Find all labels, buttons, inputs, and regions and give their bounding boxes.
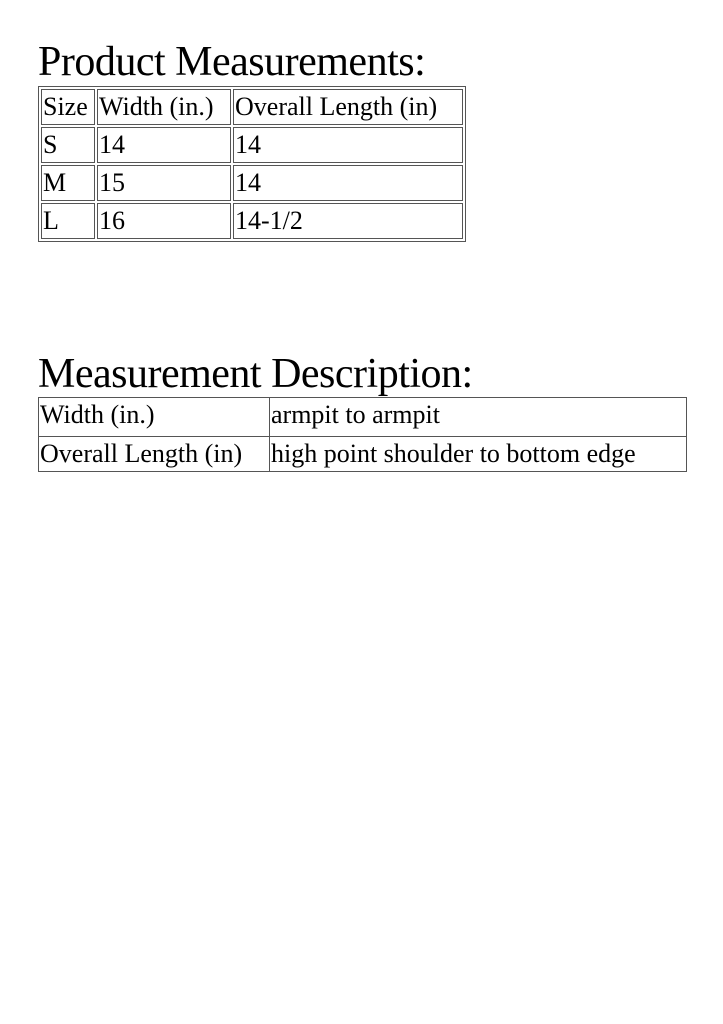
measurement-name-cell: Width (in.) xyxy=(39,398,270,437)
table-row xyxy=(41,165,463,201)
table-header-row xyxy=(41,89,463,125)
header-width: Width (in.) xyxy=(97,89,231,125)
length-cell: 14 xyxy=(233,127,463,163)
measurement-description-table xyxy=(38,397,687,472)
product-measurements-title: Product Measurements: xyxy=(38,39,426,85)
product-measurements-table xyxy=(38,86,466,242)
table-row xyxy=(41,127,463,163)
size-cell: S xyxy=(41,127,95,163)
measurement-description-cell: high point shoulder to bottom edge xyxy=(270,437,687,472)
size-cell: L xyxy=(41,203,95,239)
table-row xyxy=(39,437,687,472)
table-row xyxy=(39,398,687,437)
measurement-description-cell: armpit to armpit xyxy=(270,398,687,437)
table-row xyxy=(41,203,463,239)
measurement-description-title: Measurement Description: xyxy=(38,351,473,397)
width-cell: 16 xyxy=(97,203,231,239)
length-cell: 14-1/2 xyxy=(233,203,463,239)
header-overall-length: Overall Length (in) xyxy=(233,89,463,125)
length-cell: 14 xyxy=(233,165,463,201)
width-cell: 14 xyxy=(97,127,231,163)
width-cell: 15 xyxy=(97,165,231,201)
size-cell: M xyxy=(41,165,95,201)
header-size: Size xyxy=(41,89,95,125)
measurement-name-cell: Overall Length (in) xyxy=(39,437,270,472)
